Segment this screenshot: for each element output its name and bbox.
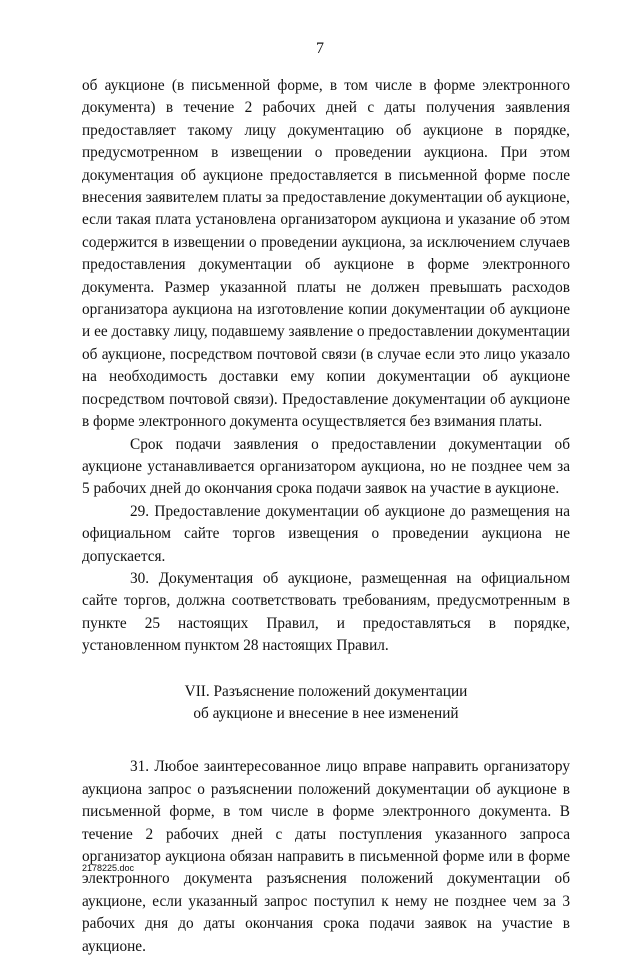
paragraph-30: 30. Документация об аукционе, размещенная на официальном сайте торгов, должна соответствовать требованиям, предусмотренным в пункте 25 настоящих Правил, и предоставляться в порядке, установленном пунктом 28 настоящих Правил. bbox=[82, 569, 570, 655]
document-body bbox=[82, 75, 570, 958]
file-name-footer: 2178225.doc bbox=[82, 863, 135, 873]
section-heading-line-2: об аукционе и внесение в нее изменений bbox=[193, 704, 459, 722]
section-heading-line-1: VII. Разъяснение положений документации bbox=[184, 682, 468, 700]
paragraph-31: 31. Любое заинтересованное лицо вправе направить организатору аукциона запрос о разъяснении положений документации об аукционе в письменной форме, в том числе в форме электронного документа. В течение 2 рабочих дней с даты поступления указанного запроса организатор аукциона обязан направить в письменной форме или в форме электронного документа разъяснения положений документации об аукционе, если указанный запрос поступил к нему не позднее чем за 3 рабочих дня до даты окончания срока подачи заявок на участие в аукционе. bbox=[82, 758, 570, 955]
paragraph-continued: об аукционе (в письменной форме, в том числе в форме электронного документа) в течение 2 рабочих дней с даты получения заявления предоставляет такому лицу документацию об аукционе в порядке, предусмотренном в извещении о проведении аукциона. При этом документация об аукционе предоставляется в письменной форме после внесения заявителем платы за предоставление документации об аукционе, если такая плата установлена организатором аукциона и указание об этом содержится в извещении о проведении аукциона, за исключением случаев предоставления документации об аукционе в форме электронного документа. Размер указанной платы не должен превышать расходов организатора аукциона на изготовление копии документации об аукционе и ее доставку лицу, подавшему заявление о предоставлении документации об аукционе, посредством почтовой связи (в случае если это лицо указало на необходимость доставки ему копии документации об аукционе посредством почтовой связи). Предоставление документации об аукционе в форме электронного документа осуществляется без взимания платы. bbox=[82, 77, 570, 431]
paragraph-deadline: Срок подачи заявления о предоставлении документации об аукционе устанавливается организатором аукциона, но не позднее чем за 5 рабочих дней до окончания срока подачи заявок на участие в аукционе. bbox=[82, 435, 570, 498]
section-heading bbox=[82, 681, 570, 726]
page-number: 7 bbox=[316, 40, 324, 57]
paragraph-29: 29. Предоставление документации об аукционе до размещения на официальном сайте торгов извещения о проведении аукциона не допускается. bbox=[82, 502, 570, 565]
